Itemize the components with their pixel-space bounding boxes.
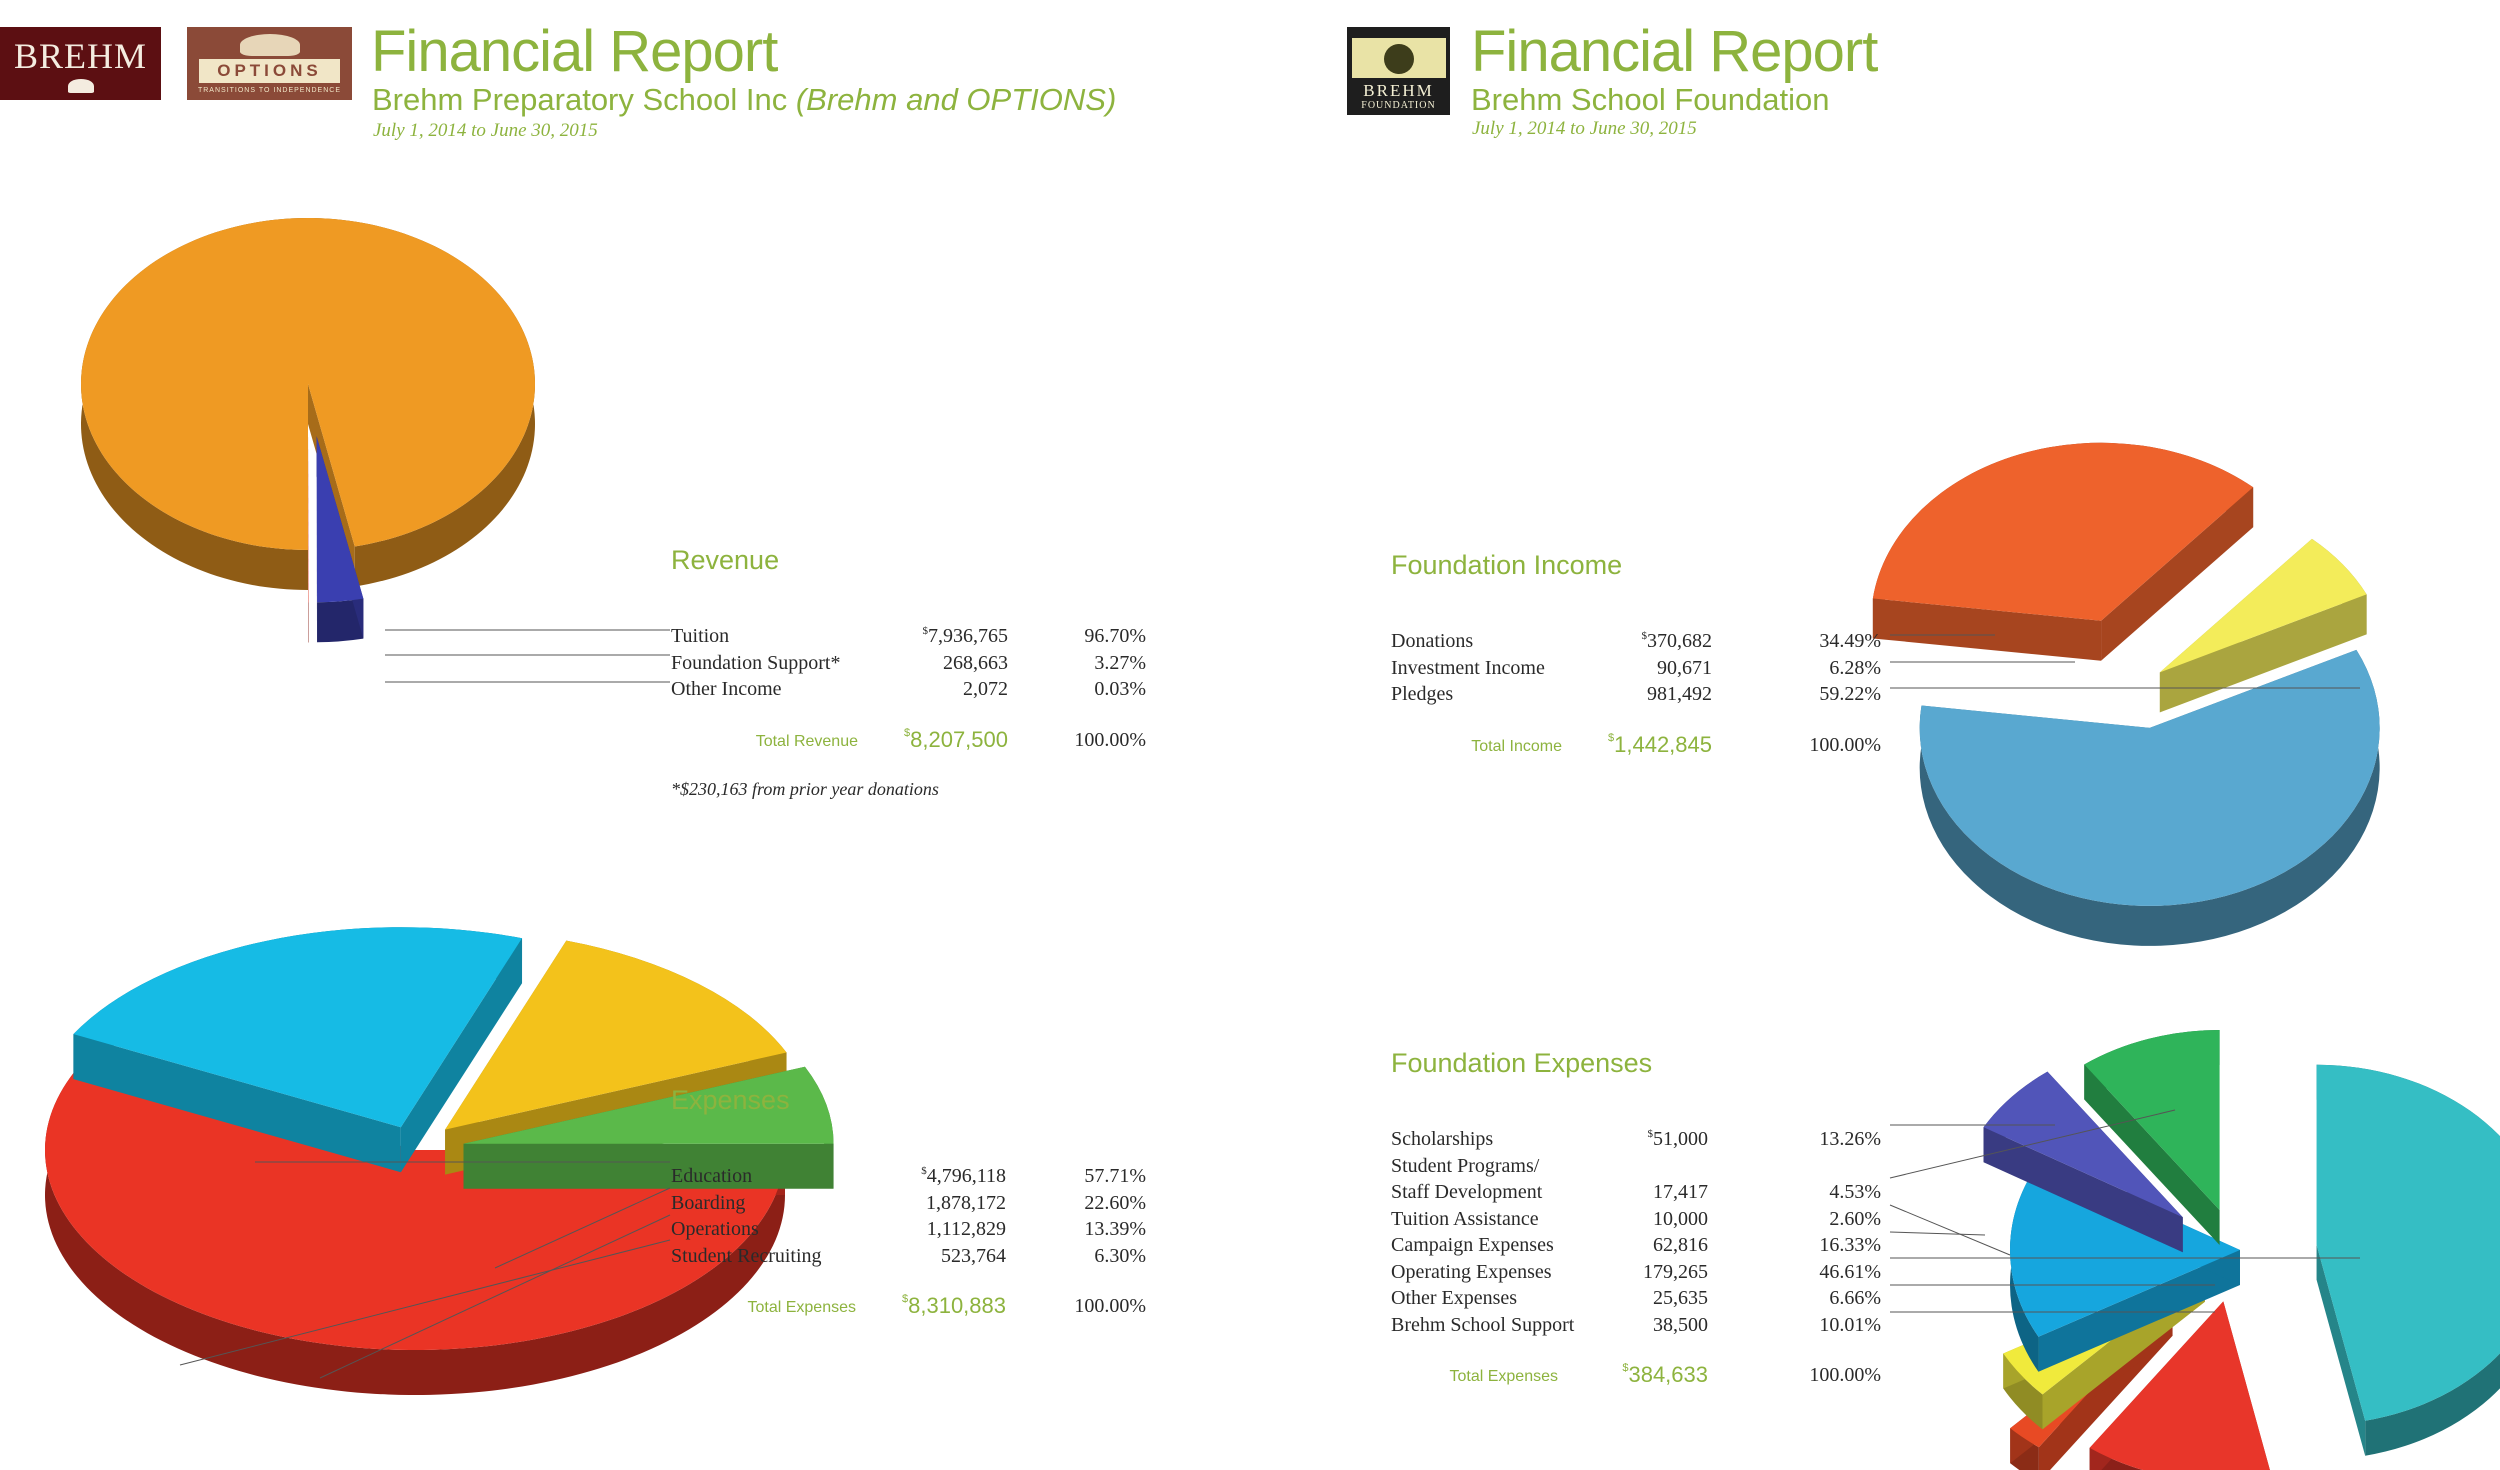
total-label: Total Expenses xyxy=(1449,1368,1558,1385)
amount-value: 2,072 xyxy=(963,678,1008,700)
total-value: 8,310,883 xyxy=(908,1293,1006,1318)
amount-value: 523,764 xyxy=(941,1244,1006,1267)
pie-chart-2 xyxy=(45,927,834,1395)
table-row-amount xyxy=(941,1245,1006,1268)
pie-slice-donations xyxy=(1873,443,2253,621)
table-row-label: Donations xyxy=(1391,630,1474,652)
amount-value: 17,417 xyxy=(1653,1181,1708,1203)
section-title: Expenses xyxy=(671,1085,790,1115)
total-label: Total Revenue xyxy=(755,732,858,750)
section-title: Revenue xyxy=(671,545,780,575)
amount-value: 38,500 xyxy=(1653,1313,1708,1336)
amount-value: 4,796,118 xyxy=(926,1165,1006,1187)
table-row-label: Student Recruiting xyxy=(671,1244,822,1267)
amount-value: 51,000 xyxy=(1653,1128,1708,1150)
leader-line xyxy=(1890,1205,2010,1255)
amount-value: 1,878,172 xyxy=(926,1191,1006,1214)
amount-value: 981,492 xyxy=(1647,683,1712,705)
pie-chart-3 xyxy=(1984,1030,2500,1470)
table-row-percent: 0.03% xyxy=(1094,678,1146,700)
amount-value: 7,936,765 xyxy=(928,625,1008,647)
left-subtitle-main: Brehm Preparatory School Inc xyxy=(372,82,796,117)
table-row-amount xyxy=(927,1218,1006,1241)
currency-symbol: $ xyxy=(922,625,928,637)
foundation-logo-line1: BREHM xyxy=(1363,81,1434,100)
table-row-percent: 2.60% xyxy=(1829,1207,1881,1230)
table-row-label: Boarding xyxy=(671,1191,746,1214)
table-row-percent: 96.70% xyxy=(1084,625,1146,647)
table-row-percent: 6.30% xyxy=(1094,1244,1146,1267)
left-page-title: Financial Report xyxy=(371,19,778,84)
left-subtitle-italic: (Brehm and OPTIONS) xyxy=(795,82,1117,117)
table-row-percent: 10.01% xyxy=(1819,1313,1881,1336)
right-page-title: Financial Report xyxy=(1471,19,1878,84)
table-row-label: Other Expenses xyxy=(1391,1287,1518,1309)
table-row-amount xyxy=(923,625,1009,648)
table-row-amount xyxy=(1642,630,1713,653)
options-logo-tagline: TRANSITIONS TO INDEPENDENCE xyxy=(197,87,342,94)
amount-value: 179,265 xyxy=(1643,1260,1708,1283)
table-row-label: Campaign Expenses xyxy=(1391,1234,1554,1256)
amount-value: 25,635 xyxy=(1653,1287,1708,1309)
amount-value: 10,000 xyxy=(1653,1207,1708,1230)
table-row-label: Pledges xyxy=(1391,683,1454,705)
total-value: 1,442,845 xyxy=(1614,731,1712,757)
currency-symbol: $ xyxy=(1647,1128,1653,1140)
table-row-label: Student Programs/ xyxy=(1391,1154,1540,1177)
total-percent: 100.00% xyxy=(1809,1364,1881,1386)
table-row-amount xyxy=(1643,1261,1708,1284)
table-row-label: Scholarships xyxy=(1391,1128,1494,1150)
table-row-label: Foundation Support* xyxy=(671,651,841,674)
table-row-percent: 46.61% xyxy=(1819,1260,1881,1283)
pie-chart-1 xyxy=(1873,443,2380,946)
total-value: 8,207,500 xyxy=(910,726,1008,752)
total-label: Total Expenses xyxy=(747,1299,856,1316)
left-page-date: July 1, 2014 to June 30, 2015 xyxy=(373,120,598,141)
pie-chart-0 xyxy=(81,218,670,682)
total-percent: 100.00% xyxy=(1074,728,1146,751)
section-title: Foundation Expenses xyxy=(1391,1048,1653,1078)
pie-slice-wall xyxy=(464,1144,834,1189)
table-row-label: Tuition xyxy=(671,625,730,647)
currency-symbol: $ xyxy=(1622,1362,1629,1374)
total-amount xyxy=(1608,732,1712,758)
table-row-amount xyxy=(1653,1181,1708,1204)
table-row-percent: 57.71% xyxy=(1084,1165,1146,1187)
table-row-amount xyxy=(963,678,1008,701)
amount-value: 370,682 xyxy=(1647,630,1712,652)
total-value: 384,633 xyxy=(1628,1362,1708,1387)
table-row-percent: 4.53% xyxy=(1829,1181,1881,1203)
table-row-amount xyxy=(1647,683,1712,706)
currency-symbol: $ xyxy=(1641,630,1647,642)
currency-symbol: $ xyxy=(904,726,911,739)
table-row-label: Investment Income xyxy=(1391,656,1545,679)
currency-symbol: $ xyxy=(902,1293,909,1305)
table-row-label: Brehm School Support xyxy=(1391,1313,1575,1336)
table-row-label: Education xyxy=(671,1165,753,1187)
foundation-logo-line2: FOUNDATION xyxy=(1361,100,1436,111)
table-row-percent: 6.66% xyxy=(1829,1287,1881,1309)
table-row-percent: 16.33% xyxy=(1819,1234,1881,1256)
table-row-label: Staff Development xyxy=(1391,1181,1543,1203)
table-row-label: Tuition Assistance xyxy=(1391,1207,1539,1230)
amount-value: 268,663 xyxy=(943,651,1008,674)
total-percent: 100.00% xyxy=(1074,1295,1146,1317)
table-row-percent: 59.22% xyxy=(1819,683,1881,705)
table-row-percent: 6.28% xyxy=(1829,656,1881,679)
table-row-percent: 3.27% xyxy=(1094,651,1146,674)
table-row-amount xyxy=(943,652,1008,675)
options-logo-text: OPTIONS xyxy=(199,59,340,83)
total-amount xyxy=(904,727,1008,753)
right-page-subtitle: Brehm School Foundation xyxy=(1471,82,1830,117)
currency-symbol: $ xyxy=(921,1165,927,1177)
table-row-amount xyxy=(926,1192,1006,1215)
total-percent: 100.00% xyxy=(1809,733,1881,756)
table-row-percent: 34.49% xyxy=(1819,630,1881,652)
currency-symbol: $ xyxy=(1608,731,1615,744)
brehm-logo-text: BREHM xyxy=(13,35,148,76)
right-page-date: July 1, 2014 to June 30, 2015 xyxy=(1472,118,1697,139)
table-row-amount xyxy=(1653,1234,1708,1257)
table-row-label: Operations xyxy=(671,1218,759,1240)
table-row-percent: 13.39% xyxy=(1084,1218,1146,1240)
table-row-label: Operating Expenses xyxy=(1391,1260,1552,1283)
amount-value: 90,671 xyxy=(1657,656,1712,679)
pie-slice-tuition xyxy=(81,218,535,550)
total-amount xyxy=(1622,1362,1708,1388)
table-row-label: Other Income xyxy=(671,678,782,700)
leader-line xyxy=(1890,1232,1985,1235)
table-row-amount xyxy=(1653,1287,1708,1310)
footnote: *$230,163 from prior year donations xyxy=(671,778,939,799)
table-row-percent: 13.26% xyxy=(1819,1128,1881,1150)
total-amount xyxy=(902,1293,1006,1319)
amount-value: 1,112,829 xyxy=(926,1218,1006,1240)
section-title: Foundation Income xyxy=(1391,550,1623,580)
amount-value: 62,816 xyxy=(1653,1234,1708,1256)
table-row-amount xyxy=(921,1165,1006,1188)
table-row-amount xyxy=(1653,1314,1708,1337)
table-row-amount xyxy=(1657,657,1712,680)
table-row-amount xyxy=(1648,1128,1709,1151)
table-row-amount xyxy=(1653,1208,1708,1231)
table-row-percent: 22.60% xyxy=(1084,1191,1146,1214)
total-label: Total Income xyxy=(1471,737,1562,755)
